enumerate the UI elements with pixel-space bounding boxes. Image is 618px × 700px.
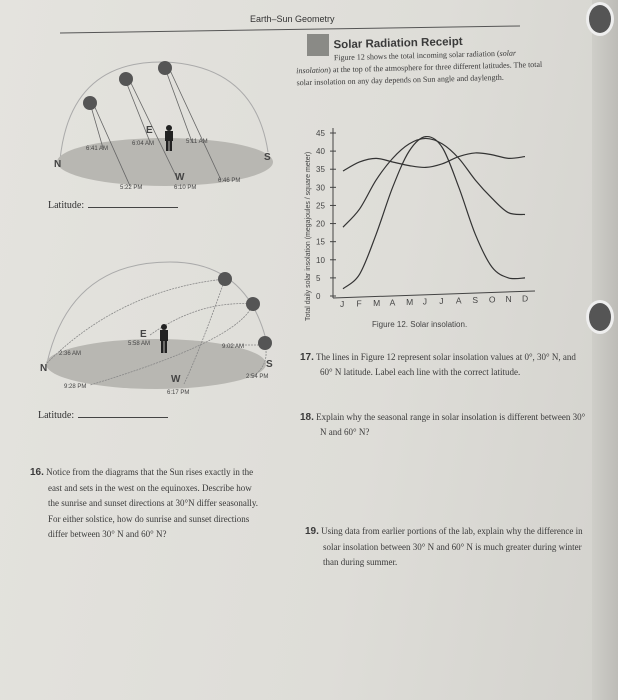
x-tick-label: J — [439, 296, 444, 306]
header-rule — [60, 26, 520, 33]
sidebar — [295, 33, 546, 90]
question-17: 17. The lines in Figure 12 represent solar insolation values at 0°, 30° N, and 60° N latitude. Label each line with the correct latitude. — [300, 352, 576, 377]
svg-text:2:54 PM: 2:54 PM — [246, 374, 269, 380]
y-tick-label: 15 — [316, 237, 325, 247]
svg-text:N: N — [40, 363, 48, 374]
sun-icon — [218, 272, 232, 286]
chart-caption: Figure 12. Solar insolation. — [372, 320, 468, 329]
latitude-field-1[interactable]: Latitude: — [48, 200, 178, 211]
x-tick-label: D — [522, 293, 529, 304]
x-tick-label: A — [389, 297, 396, 308]
y-tick-label: 45 — [316, 129, 325, 138]
sun-path-diagram-1 — [54, 61, 273, 191]
question-16: 16. Notice from the diagrams that the Sun rises exactly in the east and sets in the west on the equinoxes. Describe how the sunrise and sunset directions at 30°N differ seasonally. For either solstice, how do sunrise and sunset directions differ between 30° N and 60° N? — [30, 467, 259, 539]
sidebar-title: Solar Radiation Receipt — [333, 35, 463, 52]
question-19: 19. Using data from earlier portions of the lab, explain why the difference in solar insolation between 30° N and 60° N is much greater during winter than during summer. — [305, 526, 583, 567]
svg-text:6:41 AM: 6:41 AM — [86, 146, 109, 152]
latitude-field-2[interactable]: Latitude: — [38, 410, 168, 421]
y-tick-label: 25 — [316, 201, 325, 211]
sun-icon — [158, 61, 172, 75]
svg-text:9:02 AM: 9:02 AM — [222, 344, 245, 350]
y-tick-label: 35 — [316, 165, 325, 175]
svg-text:6:17 PM: 6:17 PM — [167, 390, 190, 396]
svg-text:E: E — [140, 329, 147, 340]
svg-text:6:46 PM: 6:46 PM — [218, 178, 241, 184]
x-tick-label: M — [373, 298, 381, 308]
sun-path-diagram-2 — [40, 262, 273, 396]
svg-text:5:58 AM: 5:58 AM — [128, 341, 151, 347]
svg-text:E: E — [146, 125, 153, 136]
question-18: 18. Explain why the seasonal range in solar insolation is different between 30° N and 60° N? — [300, 412, 586, 437]
y-tick-label: 40 — [316, 147, 325, 157]
svg-text:5:11 AM: 5:11 AM — [186, 139, 208, 145]
svg-text:6:04 AM: 6:04 AM — [132, 141, 155, 147]
header-title: Earth–Sun Geometry — [250, 14, 335, 24]
x-tick-label: F — [356, 298, 362, 309]
svg-text:W: W — [171, 374, 181, 385]
x-tick-label: M — [406, 297, 414, 307]
sun-icon — [83, 96, 97, 110]
series-line-a — [343, 153, 525, 171]
y-tick-label: 0 — [316, 292, 321, 301]
svg-text:6:10 PM: 6:10 PM — [174, 185, 197, 191]
svg-text:S: S — [266, 359, 273, 370]
sun-icon — [258, 336, 272, 350]
y-tick-label: 20 — [316, 219, 325, 229]
insolation-chart — [305, 128, 535, 329]
x-tick-label: J — [340, 299, 345, 309]
sun-icon — [119, 72, 133, 86]
x-tick-label: J — [422, 296, 427, 307]
svg-text:N: N — [54, 159, 62, 170]
x-tick-label: S — [472, 295, 479, 305]
svg-text:W: W — [175, 172, 185, 183]
sidebar-body: Figure 12 shows the total incoming solar radiation (solar insolation) at the top of the atmosphere for three different latitudes. The total solar insolation on any day depends on Sun angle and daylength. — [296, 48, 543, 88]
svg-text:5:22 PM: 5:22 PM — [120, 185, 143, 191]
svg-text:2:36 AM: 2:36 AM — [59, 351, 82, 357]
x-tick-label: O — [488, 294, 496, 305]
chart-ylabel: Total daily solar insolation (megajoules / square meter) — [305, 151, 312, 321]
x-tick-label: N — [505, 294, 512, 304]
y-tick-label: 5 — [316, 273, 321, 283]
x-tick-label: A — [455, 295, 462, 306]
svg-text:9:28 PM: 9:28 PM — [64, 384, 87, 390]
svg-text:S: S — [264, 152, 271, 163]
sun-icon — [246, 297, 260, 311]
y-tick-label: 10 — [316, 255, 325, 265]
y-tick-label: 30 — [316, 183, 325, 193]
series-line-b — [343, 138, 525, 227]
